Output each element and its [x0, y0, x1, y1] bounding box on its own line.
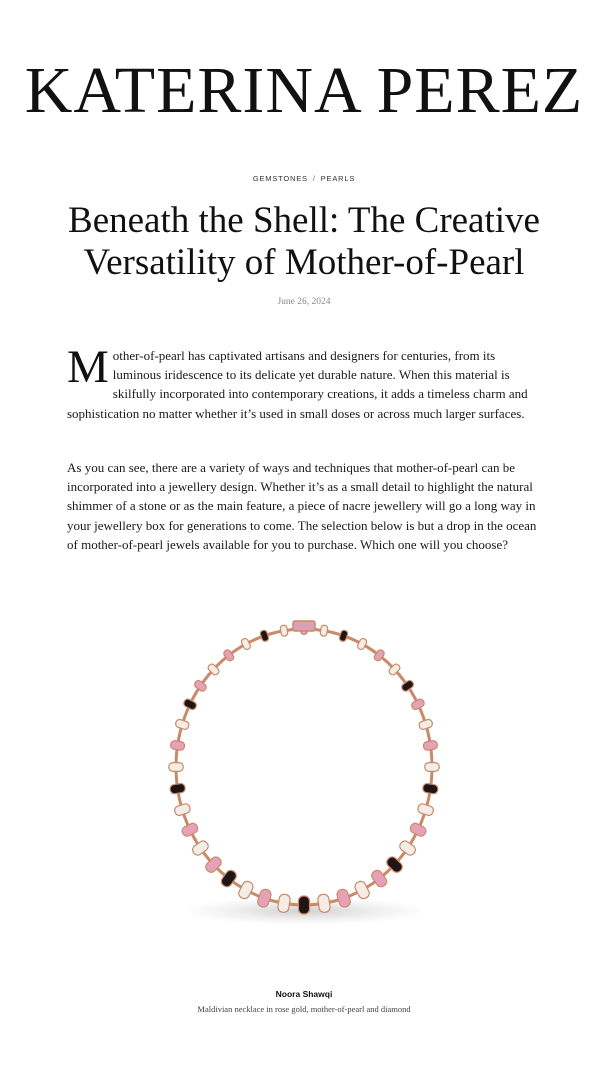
necklace-stone-pearl: [398, 839, 417, 857]
necklace-stone-onyx: [299, 896, 310, 914]
necklace-stone-pink: [181, 822, 200, 838]
breadcrumb-item-gemstones[interactable]: GEMSTONES: [252, 174, 308, 183]
necklace-stone-pearl: [353, 880, 371, 901]
necklace-stone-pearl: [277, 894, 291, 913]
necklace-stone-pink: [336, 888, 352, 908]
necklace-stone-pearl: [174, 803, 192, 817]
necklace-stone-onyx: [260, 630, 270, 643]
necklace-stone-pink: [256, 888, 272, 908]
necklace-stone-pink: [410, 698, 425, 711]
necklace-stone-pearl: [417, 803, 435, 817]
necklace-stone-pearl: [317, 894, 331, 913]
necklace-stone-pearl: [191, 839, 210, 857]
necklace-stone-pearl: [425, 763, 439, 772]
necklace-stone-pearl: [169, 763, 183, 772]
necklace-stone-pink: [423, 740, 438, 751]
drop-cap: M: [67, 341, 109, 393]
breadcrumb: [0, 174, 608, 183]
necklace-stone-pearl: [175, 719, 190, 731]
necklace-stone-pearl: [237, 880, 255, 901]
article-paragraph-1: [67, 341, 545, 423]
article-title: Beneath the Shell: The Creative Versatility of Mother-of-Pearl: [68, 200, 540, 283]
necklace-stone-pearl: [357, 637, 368, 650]
necklace-stone-pearl: [418, 719, 433, 731]
necklace-stone-pearl: [240, 637, 251, 650]
necklace-stone-onyx: [169, 783, 185, 794]
necklace-stone-onyx: [339, 630, 349, 643]
article-paragraph-2: As you can see, there are a variety of ways and techniques that mother-of-pearl can be incorporated into a jewellery design. Whether it’s as a small detail to highlight the natural shimmer of a stone or as the main feature, a piece of nacre jewellery will go a long way in your jewellery box for generations to come. The selection below is but a drop in the ocean of mother-of-pearl jewels available for you to purchase. Which one will you choose?: [67, 460, 537, 552]
necklace-stones: [169, 624, 439, 914]
breadcrumb-separator: /: [312, 174, 316, 183]
necklace-stone-pink: [170, 740, 185, 751]
necklace-clasp: [293, 621, 315, 631]
caption-designer: Noora Shawqi: [275, 989, 333, 999]
necklace-stone-pink: [409, 822, 428, 838]
site-logo[interactable]: KATERINA PEREZ: [24, 54, 584, 127]
article-date: June 26, 2024: [277, 297, 331, 307]
caption-description: Maldivian necklace in rose gold, mother-of-pearl and diamond: [197, 1004, 411, 1014]
necklace-stone-pearl: [280, 625, 288, 637]
necklace-stone-onyx: [422, 783, 438, 794]
necklace-stone-onyx: [183, 698, 198, 711]
necklace-stone-pearl: [320, 625, 328, 637]
breadcrumb-item-pearls[interactable]: PEARLS: [320, 174, 356, 183]
paragraph-1-text: other-of-pearl has captivated artisans and designers for centuries, from its luminous iridescence to its delicate yet durable nature. When this material is skilfully incorporated into contemporary creations, it adds a timeless charm and sophistication no matter whether it’s used in small doses or across much larger surfaces.: [67, 348, 528, 421]
necklace-image: [150, 605, 458, 925]
